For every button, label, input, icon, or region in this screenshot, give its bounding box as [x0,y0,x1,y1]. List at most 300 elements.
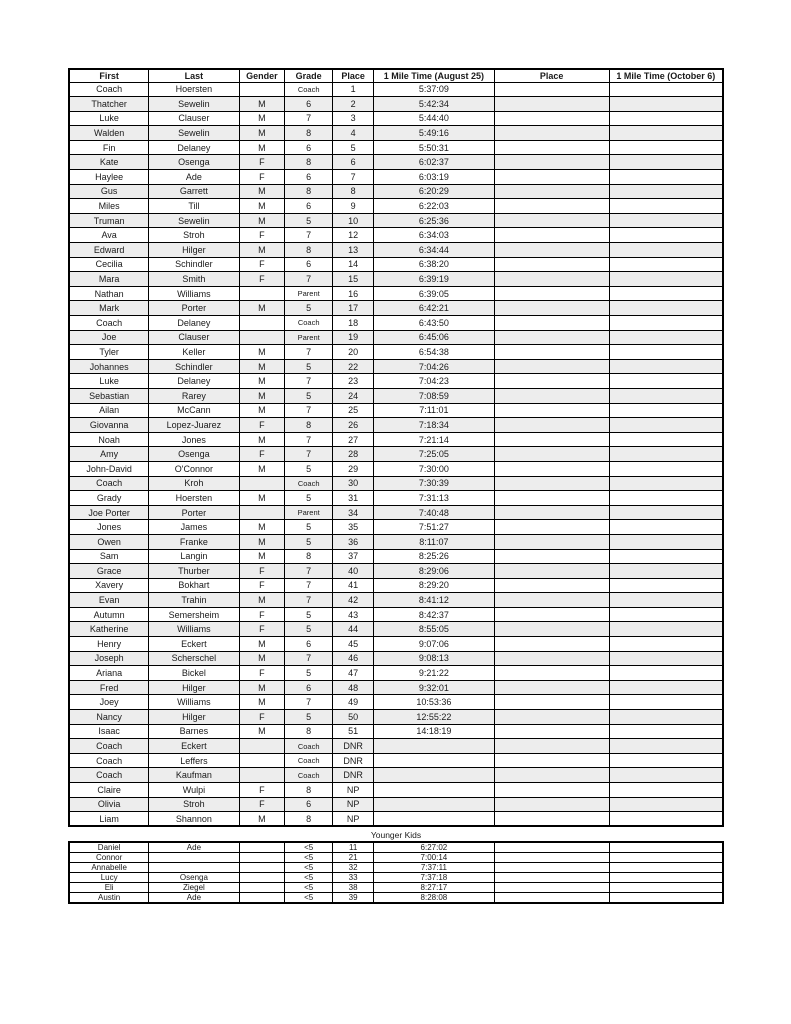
cell-last: Ziegel [149,883,239,893]
cell-gender: M [239,388,285,403]
cell-place: 39 [333,893,374,904]
cell-first: Isaac [69,724,149,739]
cell-place-oct [494,534,609,549]
table-row [69,140,723,155]
cell-first: Claire [69,783,149,798]
cell-time-aug-25: 7:37:11 [374,863,494,873]
cell-time-oct-6 [609,680,723,695]
cell-gender [239,863,285,873]
cell-last: Osenga [149,155,239,170]
cell-place: 12 [333,228,374,243]
cell-time-aug-25: 8:27:17 [374,883,494,893]
table-row [69,724,723,739]
cell-first: John-David [69,461,149,476]
cell-time-aug-25: 8:42:37 [374,607,494,622]
cell-time-oct-6 [609,388,723,403]
cell-grade: 5 [285,520,333,535]
cell-last: Till [149,199,239,214]
cell-place: 5 [333,140,374,155]
cell-grade: 5 [285,301,333,316]
cell-place-oct [494,505,609,520]
cell-place-oct [494,666,609,681]
cell-grade: 6 [285,797,333,812]
table-row [69,549,723,564]
cell-grade: 6 [285,199,333,214]
cell-last: Delaney [149,374,239,389]
cell-place-oct [494,418,609,433]
cell-grade: 5 [285,359,333,374]
cell-place: 11 [333,842,374,853]
cell-place-oct [494,842,609,853]
cell-time-aug-25: 5:42:34 [374,97,494,112]
cell-time-aug-25: 7:30:00 [374,461,494,476]
cell-gender: M [239,140,285,155]
main-results-table [68,68,724,827]
cell-gender: F [239,564,285,579]
cell-first: Jones [69,520,149,535]
cell-place-oct [494,447,609,462]
cell-time-oct-6 [609,637,723,652]
cell-time-aug-25 [374,797,494,812]
cell-place: 35 [333,520,374,535]
cell-grade: 5 [285,534,333,549]
table-row [69,82,723,97]
cell-place-oct [494,549,609,564]
cell-first: Edward [69,243,149,258]
cell-place-oct [494,753,609,768]
cell-last: McCann [149,403,239,418]
cell-place-oct [494,853,609,863]
cell-last: Osenga [149,447,239,462]
cell-gender: F [239,783,285,798]
cell-gender [239,82,285,97]
cell-gender [239,286,285,301]
cell-gender [239,842,285,853]
cell-time-oct-6 [609,651,723,666]
table-row [69,199,723,214]
table-row [69,476,723,491]
cell-time-oct-6 [609,301,723,316]
cell-time-oct-6 [609,111,723,126]
cell-place-oct [494,476,609,491]
cell-place: 4 [333,126,374,141]
cell-grade: 5 [285,388,333,403]
cell-place-oct [494,316,609,331]
cell-last: Garrett [149,184,239,199]
cell-place-oct [494,286,609,301]
cell-grade: 7 [285,374,333,389]
cell-place-oct [494,184,609,199]
cell-time-aug-25: 7:18:34 [374,418,494,433]
cell-grade: 6 [285,170,333,185]
cell-first: Eli [69,883,149,893]
cell-place-oct [494,578,609,593]
table-row [69,228,723,243]
table-row [69,359,723,374]
table-row [69,505,723,520]
cell-grade: 7 [285,651,333,666]
cell-last: James [149,520,239,535]
cell-time-oct-6 [609,549,723,564]
cell-time-aug-25: 7:25:05 [374,447,494,462]
younger-kids-table [68,841,724,904]
cell-place: 15 [333,272,374,287]
cell-grade: 8 [285,184,333,199]
cell-time-aug-25 [374,812,494,827]
column-header-last: Last [149,69,239,82]
cell-last: Hoersten [149,491,239,506]
cell-last: Keller [149,345,239,360]
cell-time-aug-25: 7:37:18 [374,873,494,883]
table-row [69,651,723,666]
cell-place: 25 [333,403,374,418]
cell-first: Daniel [69,842,149,853]
cell-place-oct [494,607,609,622]
cell-time-oct-6 [609,622,723,637]
cell-time-oct-6 [609,213,723,228]
cell-time-oct-6 [609,140,723,155]
cell-grade: 6 [285,680,333,695]
table-row [69,170,723,185]
cell-place: 28 [333,447,374,462]
cell-time-aug-25: 9:07:06 [374,637,494,652]
cell-time-aug-25: 6:39:19 [374,272,494,287]
cell-place: 27 [333,432,374,447]
cell-place: 2 [333,97,374,112]
cell-time-oct-6 [609,893,723,904]
cell-place: NP [333,812,374,827]
cell-grade: 7 [285,272,333,287]
cell-time-aug-25: 6:02:37 [374,155,494,170]
cell-grade: 5 [285,710,333,725]
cell-gender: F [239,578,285,593]
cell-last: Ade [149,842,239,853]
cell-time-aug-25: 8:29:06 [374,564,494,579]
cell-gender [239,893,285,904]
table-row [69,812,723,827]
cell-time-aug-25: 7:04:26 [374,359,494,374]
table-row [69,607,723,622]
cell-gender: M [239,593,285,608]
cell-last: Delaney [149,316,239,331]
table-row [69,695,723,710]
cell-last: Williams [149,695,239,710]
cell-first: Annabelle [69,863,149,873]
cell-place-oct [494,82,609,97]
cell-time-oct-6 [609,564,723,579]
cell-grade: 8 [285,549,333,564]
cell-time-aug-25: 6:03:19 [374,170,494,185]
cell-place-oct [494,388,609,403]
cell-grade: 5 [285,666,333,681]
cell-grade: 8 [285,243,333,258]
cell-gender: F [239,155,285,170]
cell-time-aug-25: 6:42:21 [374,301,494,316]
cell-place: 10 [333,213,374,228]
cell-place: 46 [333,651,374,666]
cell-grade: 7 [285,593,333,608]
cell-last: Hilger [149,243,239,258]
cell-gender: F [239,257,285,272]
cell-grade: 7 [285,564,333,579]
cell-grade: 8 [285,126,333,141]
cell-last: Semersheim [149,607,239,622]
cell-last: Eckert [149,637,239,652]
table-row [69,564,723,579]
cell-time-aug-25: 6:38:20 [374,257,494,272]
cell-last: Jones [149,432,239,447]
cell-first: Fred [69,680,149,695]
cell-last: Shannon [149,812,239,827]
cell-time-aug-25: 5:37:09 [374,82,494,97]
cell-place: NP [333,783,374,798]
table-row [69,330,723,345]
cell-last: Barnes [149,724,239,739]
table-row [69,388,723,403]
cell-last: Lopez-Juarez [149,418,239,433]
cell-grade: 7 [285,111,333,126]
cell-place-oct [494,893,609,904]
cell-gender: M [239,345,285,360]
cell-gender [239,330,285,345]
cell-last: Langin [149,549,239,564]
cell-place: 17 [333,301,374,316]
cell-place-oct [494,739,609,754]
cell-place-oct [494,710,609,725]
cell-grade: 7 [285,345,333,360]
cell-time-aug-25: 8:41:12 [374,593,494,608]
cell-time-aug-25: 12:55:22 [374,710,494,725]
cell-time-oct-6 [609,491,723,506]
cell-time-aug-25: 6:34:44 [374,243,494,258]
cell-grade: 8 [285,812,333,827]
cell-last: Stroh [149,228,239,243]
cell-time-aug-25: 7:00:14 [374,853,494,863]
cell-place: 29 [333,461,374,476]
table-row [69,126,723,141]
cell-grade: Coach [285,753,333,768]
cell-place-oct [494,695,609,710]
cell-place-oct [494,403,609,418]
table-row [69,316,723,331]
cell-time-aug-25: 6:43:50 [374,316,494,331]
cell-place-oct [494,651,609,666]
cell-grade: 7 [285,228,333,243]
cell-place: 37 [333,549,374,564]
cell-place-oct [494,622,609,637]
cell-first: Ava [69,228,149,243]
cell-gender: M [239,812,285,827]
column-header-grade: Grade [285,69,333,82]
cell-time-oct-6 [609,170,723,185]
cell-time-oct-6 [609,753,723,768]
cell-gender: F [239,607,285,622]
table-row [69,534,723,549]
cell-place: 20 [333,345,374,360]
cell-gender: M [239,695,285,710]
cell-place-oct [494,374,609,389]
cell-place-oct [494,199,609,214]
cell-gender: F [239,447,285,462]
cell-time-oct-6 [609,695,723,710]
cell-time-oct-6 [609,359,723,374]
cell-place: 1 [333,82,374,97]
cell-gender: M [239,534,285,549]
cell-time-aug-25: 8:28:08 [374,893,494,904]
cell-time-oct-6 [609,797,723,812]
cell-time-aug-25: 8:11:07 [374,534,494,549]
cell-place: 22 [333,359,374,374]
column-header-first: First [69,69,149,82]
cell-time-oct-6 [609,534,723,549]
cell-time-oct-6 [609,418,723,433]
cell-time-oct-6 [609,873,723,883]
header-row [69,69,723,82]
cell-first: Gus [69,184,149,199]
cell-time-oct-6 [609,330,723,345]
table-row [69,863,723,873]
cell-time-oct-6 [609,228,723,243]
younger-kids-label: Younger Kids [370,830,422,841]
cell-place-oct [494,345,609,360]
cell-time-aug-25: 5:49:16 [374,126,494,141]
cell-place-oct [494,797,609,812]
cell-grade: 6 [285,637,333,652]
cell-first: Amy [69,447,149,462]
cell-place: 51 [333,724,374,739]
table-row [69,374,723,389]
cell-last: Williams [149,622,239,637]
cell-time-aug-25 [374,768,494,783]
cell-time-oct-6 [609,863,723,873]
cell-place-oct [494,111,609,126]
table-row [69,243,723,258]
cell-place: 42 [333,593,374,608]
table-row [69,680,723,695]
cell-time-oct-6 [609,374,723,389]
cell-last: Clauser [149,330,239,345]
cell-first: Olivia [69,797,149,812]
cell-time-aug-25: 8:25:26 [374,549,494,564]
cell-last: Leffers [149,753,239,768]
cell-last: Schindler [149,359,239,374]
cell-last: Ade [149,893,239,904]
cell-time-oct-6 [609,403,723,418]
cell-place: 34 [333,505,374,520]
cell-last: Wulpi [149,783,239,798]
cell-time-aug-25: 6:39:05 [374,286,494,301]
cell-time-oct-6 [609,842,723,853]
cell-place: 13 [333,243,374,258]
cell-time-oct-6 [609,184,723,199]
cell-place: 30 [333,476,374,491]
cell-time-oct-6 [609,243,723,258]
cell-last: Porter [149,505,239,520]
cell-time-oct-6 [609,126,723,141]
cell-gender: M [239,301,285,316]
cell-first: Truman [69,213,149,228]
cell-place-oct [494,330,609,345]
cell-grade: 5 [285,213,333,228]
cell-place: NP [333,797,374,812]
table-row [69,842,723,853]
cell-place: 26 [333,418,374,433]
cell-time-oct-6 [609,505,723,520]
main-table-header [69,69,723,82]
cell-gender: F [239,622,285,637]
column-header-place-oct: Place [494,69,609,82]
cell-first: Nancy [69,710,149,725]
cell-last: Delaney [149,140,239,155]
cell-time-aug-25: 9:08:13 [374,651,494,666]
cell-first: Katherine [69,622,149,637]
cell-place-oct [494,126,609,141]
cell-gender [239,316,285,331]
cell-time-aug-25: 6:34:03 [374,228,494,243]
cell-gender: M [239,199,285,214]
cell-place: 47 [333,666,374,681]
cell-place: DNR [333,739,374,754]
cell-place: 36 [333,534,374,549]
cell-first: Walden [69,126,149,141]
column-header-place: Place [333,69,374,82]
cell-grade: 7 [285,695,333,710]
cell-gender [239,853,285,863]
cell-last: Bickel [149,666,239,681]
table-row [69,97,723,112]
cell-grade: Parent [285,505,333,520]
table-row [69,520,723,535]
table-row [69,893,723,904]
cell-place-oct [494,301,609,316]
cell-grade: <5 [285,842,333,853]
cell-first: Lucy [69,873,149,883]
table-row [69,461,723,476]
cell-last: Trahin [149,593,239,608]
table-row [69,578,723,593]
cell-first: Giovanna [69,418,149,433]
cell-grade: 6 [285,257,333,272]
cell-gender: M [239,432,285,447]
cell-time-aug-25: 6:25:36 [374,213,494,228]
cell-place: DNR [333,753,374,768]
cell-time-oct-6 [609,666,723,681]
cell-grade: Coach [285,739,333,754]
cell-time-aug-25: 6:20:29 [374,184,494,199]
table-row [69,272,723,287]
cell-time-oct-6 [609,578,723,593]
cell-first: Cecilia [69,257,149,272]
cell-last: Schindler [149,257,239,272]
cell-last: Smith [149,272,239,287]
cell-grade: Coach [285,316,333,331]
cell-grade: 5 [285,622,333,637]
cell-place: 21 [333,853,374,863]
cell-first: Joe Porter [69,505,149,520]
table-row [69,257,723,272]
cell-last: Kroh [149,476,239,491]
cell-time-oct-6 [609,272,723,287]
cell-grade: 7 [285,578,333,593]
cell-gender: M [239,680,285,695]
cell-first: Ariana [69,666,149,681]
cell-first: Joseph [69,651,149,666]
cell-grade: 8 [285,155,333,170]
table-row [69,783,723,798]
cell-last: O'Connor [149,461,239,476]
cell-first: Thatcher [69,97,149,112]
cell-gender: M [239,359,285,374]
